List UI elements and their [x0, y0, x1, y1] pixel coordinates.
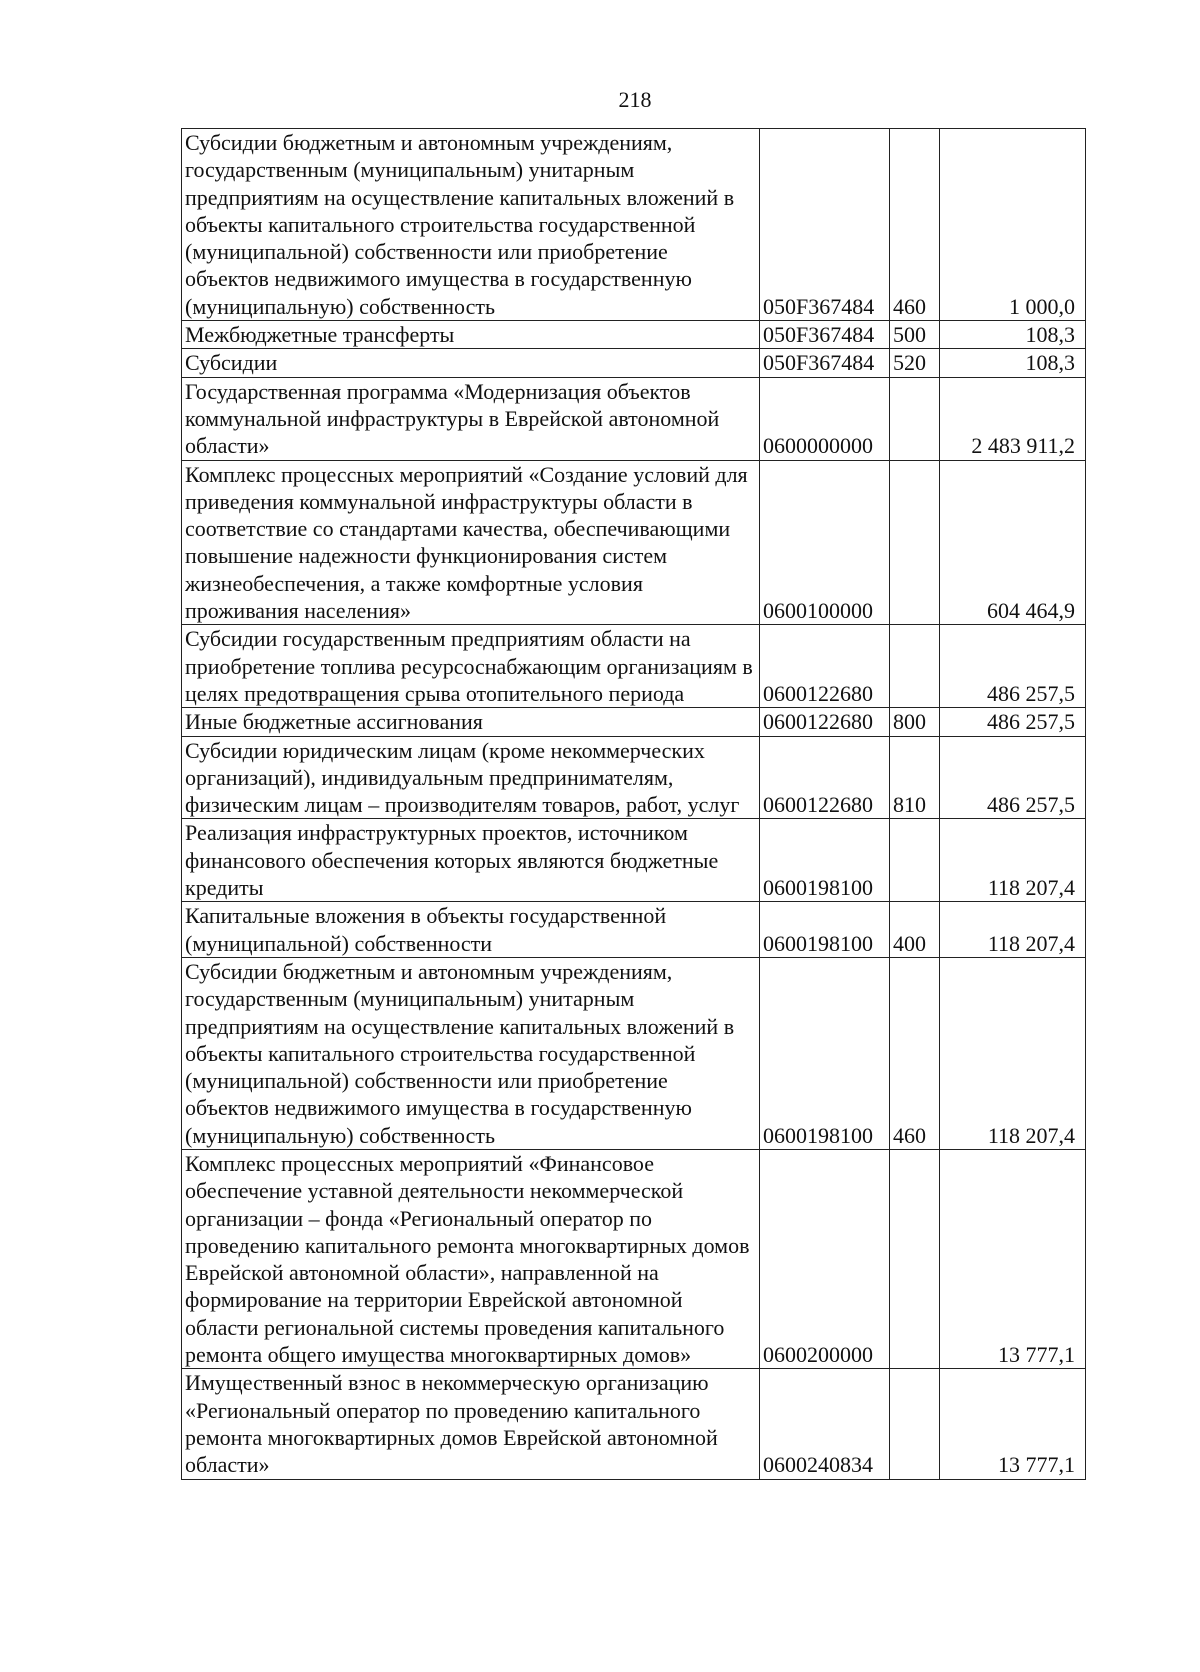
amount-cell: 604 464,9	[940, 460, 1086, 625]
expense-name-cell: Субсидии государственным предприятиям области на приобретение топлива ресурсоснабжающим организациям в целях предотвращения срыва отопительного периода	[182, 625, 760, 708]
expense-type-cell: 400	[890, 902, 940, 958]
expense-type-cell	[890, 819, 940, 902]
amount-cell: 486 257,5	[940, 708, 1086, 736]
expense-name-cell: Межбюджетные трансферты	[182, 321, 760, 349]
table-row	[182, 129, 1086, 321]
target-code-cell: 0600240834	[760, 1369, 890, 1479]
expense-type-cell	[890, 460, 940, 625]
target-code-cell: 0600000000	[760, 377, 890, 460]
expense-name-cell: Комплекс процессных мероприятий «Финансовое обеспечение уставной деятельности некоммерческой организации – фонда «Региональный оператор по проведению капитального ремонта многоквартирных домов Еврейской автономной области», направленной на формирование на территории Еврейской автономной области региональной системы проведения капитального ремонта общего имущества многоквартирных домов»	[182, 1149, 760, 1368]
expense-name-cell: Субсидии бюджетным и автономным учреждениям, государственным (муниципальным) унитарным предприятиям на осуществление капитальных вложений в объекты капитального строительства государственной (муниципальной) собственности или приобретение объектов недвижимого имущества в государственную (муниципальную) собственность	[182, 129, 760, 321]
amount-cell: 108,3	[940, 349, 1086, 377]
target-code-cell: 050F367484	[760, 321, 890, 349]
expense-type-cell	[890, 625, 940, 708]
expense-type-cell	[890, 377, 940, 460]
table-row	[182, 349, 1086, 377]
expense-type-cell: 800	[890, 708, 940, 736]
table-row	[182, 321, 1086, 349]
amount-cell: 2 483 911,2	[940, 377, 1086, 460]
expense-name-cell: Субсидии бюджетным и автономным учреждениям, государственным (муниципальным) унитарным предприятиям на осуществление капитальных вложений в объекты капитального строительства государственной (муниципальной) собственности или приобретение объектов недвижимого имущества в государственную (муниципальную) собственность	[182, 957, 760, 1149]
expense-type-cell: 520	[890, 349, 940, 377]
table-row	[182, 460, 1086, 625]
table-row	[182, 902, 1086, 958]
expense-type-cell: 810	[890, 736, 940, 819]
table-row	[182, 1149, 1086, 1368]
target-code-cell: 0600122680	[760, 625, 890, 708]
expense-type-cell	[890, 1369, 940, 1479]
table-row	[182, 736, 1086, 819]
amount-cell: 13 777,1	[940, 1149, 1086, 1368]
target-code-cell: 050F367484	[760, 349, 890, 377]
expense-type-cell	[890, 1149, 940, 1368]
amount-cell: 486 257,5	[940, 736, 1086, 819]
expense-name-cell: Государственная программа «Модернизация объектов коммунальной инфраструктуры в Еврейской автономной области»	[182, 377, 760, 460]
expense-type-cell: 500	[890, 321, 940, 349]
expense-name-cell: Реализация инфраструктурных проектов, источником финансового обеспечения которых являются бюджетные кредиты	[182, 819, 760, 902]
table-row	[182, 377, 1086, 460]
target-code-cell: 0600198100	[760, 819, 890, 902]
target-code-cell: 050F367484	[760, 129, 890, 321]
budget-table-body	[182, 129, 1086, 1480]
amount-cell: 118 207,4	[940, 819, 1086, 902]
table-row	[182, 819, 1086, 902]
target-code-cell: 0600122680	[760, 708, 890, 736]
target-code-cell: 0600198100	[760, 957, 890, 1149]
expense-type-cell: 460	[890, 957, 940, 1149]
amount-cell: 118 207,4	[940, 957, 1086, 1149]
expense-name-cell: Капитальные вложения в объекты государственной (муниципальной) собственности	[182, 902, 760, 958]
table-row	[182, 1369, 1086, 1479]
amount-cell: 1 000,0	[940, 129, 1086, 321]
target-code-cell: 0600100000	[760, 460, 890, 625]
table-row	[182, 708, 1086, 736]
amount-cell: 118 207,4	[940, 902, 1086, 958]
table-row	[182, 957, 1086, 1149]
expense-name-cell: Субсидии	[182, 349, 760, 377]
target-code-cell: 0600200000	[760, 1149, 890, 1368]
table-row	[182, 625, 1086, 708]
expense-name-cell: Комплекс процессных мероприятий «Создание условий для приведения коммунальной инфраструктуры области в соответствие со стандартами качества, обеспечивающими повышение надежности функционирования систем жизнеобеспечения, а также комфортные условия проживания населения»	[182, 460, 760, 625]
budget-table	[181, 128, 1086, 1480]
amount-cell: 486 257,5	[940, 625, 1086, 708]
amount-cell: 13 777,1	[940, 1369, 1086, 1479]
expense-name-cell: Субсидии юридическим лицам (кроме некоммерческих организаций), индивидуальным предпринимателям, физическим лицам – производителям товаров, работ, услуг	[182, 736, 760, 819]
target-code-cell: 0600198100	[760, 902, 890, 958]
amount-cell: 108,3	[940, 321, 1086, 349]
target-code-cell: 0600122680	[760, 736, 890, 819]
expense-name-cell: Иные бюджетные ассигнования	[182, 708, 760, 736]
page-number: 218	[618, 87, 652, 112]
expense-type-cell: 460	[890, 129, 940, 321]
expense-name-cell: Имущественный взнос в некоммерческую организацию «Региональный оператор по проведению капитального ремонта многоквартирных домов Еврейской автономной области»	[182, 1369, 760, 1479]
